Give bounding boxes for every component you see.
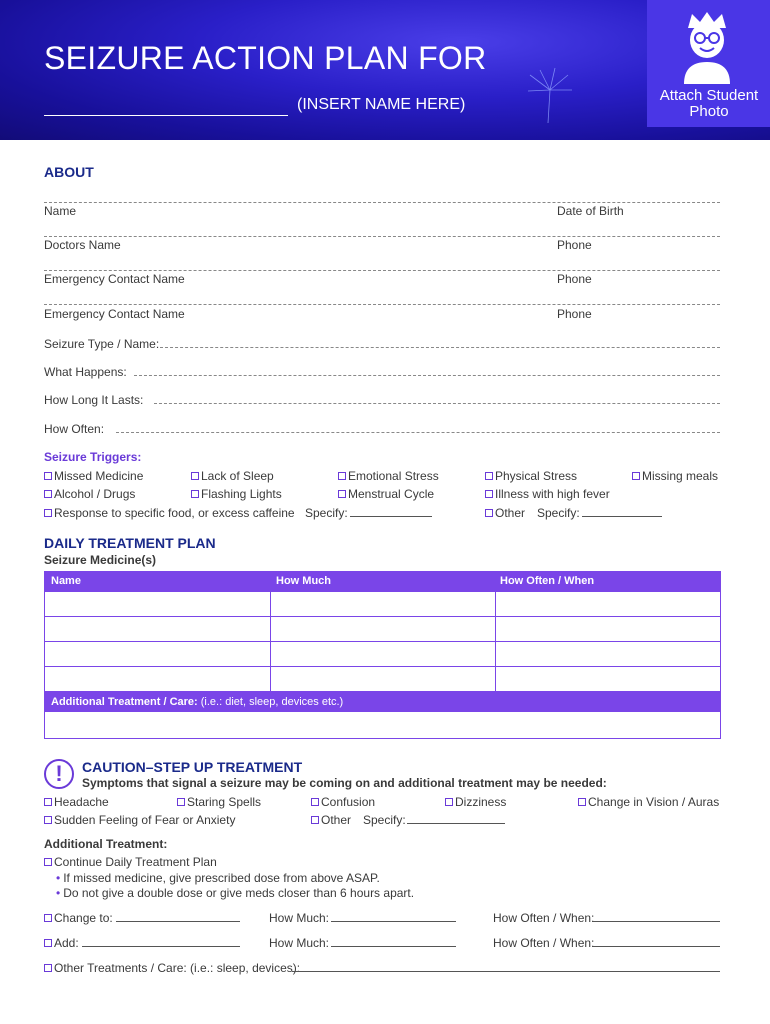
symptom-staring-spells[interactable]: Staring Spells [177,795,261,809]
checkbox[interactable] [44,964,52,972]
name-label: Name [44,204,77,218]
how-much-label: How Much: [269,936,330,950]
trigger-physical-stress[interactable]: Physical Stress [485,469,577,483]
how-often-when-field[interactable] [593,946,720,947]
table-row[interactable] [44,642,721,667]
how-often-when-field[interactable] [593,921,720,922]
medicine-table [44,571,721,739]
doctor-phone-line[interactable] [44,236,720,237]
symptom-headache[interactable]: Headache [44,795,109,809]
symptom-vision[interactable]: Change in Vision / Auras [578,795,719,809]
other-treatments-field[interactable] [292,971,720,972]
how-much-field[interactable] [331,946,456,947]
student-name-line[interactable] [44,115,288,116]
trigger-missing-meals[interactable]: Missing meals [632,469,718,483]
exclamation-icon: ! [44,759,74,789]
specify-field[interactable] [407,823,505,824]
checkbox[interactable] [578,798,586,806]
symptom-fear[interactable]: Sudden Feeling of Fear or Anxiety [44,813,235,827]
trigger-alcohol-drugs[interactable]: Alcohol / Drugs [44,487,135,501]
additional-treatment-hint: (i.e.: diet, sleep, devices etc.) [200,696,344,708]
symptom-confusion[interactable]: Confusion [311,795,375,809]
change-to-checkbox[interactable]: Change to: [44,911,113,925]
seizure-type-label: Seizure Type / Name: [44,337,160,351]
checkbox[interactable] [338,472,346,480]
about-title: ABOUT [44,164,94,180]
trigger-illness[interactable]: Illness with high fever [485,487,610,501]
add-checkbox[interactable]: Add: [44,936,79,950]
how-long-label: How Long It Lasts: [44,393,144,407]
how-often-when-label: How Often / When: [493,936,595,950]
checkbox[interactable] [44,798,52,806]
dandelion-icon [520,65,580,125]
caution-title: CAUTION–STEP UP TREATMENT [82,759,303,775]
phone-label: Phone [557,272,592,286]
checkbox[interactable] [191,490,199,498]
how-long-field[interactable] [154,403,720,404]
trigger-lack-of-sleep[interactable]: Lack of Sleep [191,469,274,483]
how-often-label: How Often: [44,422,105,436]
trigger-emotional-stress[interactable]: Emotional Stress [338,469,439,483]
table-row[interactable] [44,617,721,642]
checkbox[interactable] [44,490,52,498]
column-header: How Often / When [500,575,595,587]
table-header [44,571,721,592]
seizure-medicine-title: Seizure Medicine(s) [44,553,157,567]
trigger-menstrual-cycle[interactable]: Menstrual Cycle [338,487,434,501]
column-header: How Much [276,575,331,587]
checkbox[interactable] [485,472,493,480]
specify-field[interactable] [350,516,432,517]
symptom-dizziness[interactable]: Dizziness [445,795,506,809]
symptom-other[interactable]: Other [311,813,351,827]
checkbox[interactable] [44,472,52,480]
table-row[interactable] [44,592,721,617]
emergency2-line[interactable] [44,304,720,305]
checkbox[interactable] [632,472,640,480]
checkbox[interactable] [44,939,52,947]
other-treatments-checkbox[interactable]: Other Treatments / Care: (i.e.: sleep, devices): [44,961,300,975]
phone-label: Phone [557,238,592,252]
additional-treatment-field[interactable] [44,712,721,739]
bullet-double-dose: • Do not give a double dose or give meds closer than 6 hours apart. [56,886,415,900]
continue-daily-plan[interactable]: Continue Daily Treatment Plan [44,855,217,869]
what-happens-field[interactable] [134,375,720,376]
checkbox[interactable] [311,816,319,824]
checkbox[interactable] [177,798,185,806]
trigger-response-food[interactable]: Response to specific food, or excess caffeine [44,506,295,520]
table-row[interactable] [44,667,721,692]
checkbox[interactable] [191,472,199,480]
how-often-when-label: How Often / When: [493,911,595,925]
emergency1-line[interactable] [44,270,720,271]
photo-label: Attach Student Photo [659,87,759,120]
additional-treatment-label: Additional Treatment / Care: [51,696,198,708]
specify-label: Specify: [537,506,580,520]
add-field[interactable] [82,946,240,947]
specify-label: Specify: [305,506,348,520]
checkbox[interactable] [44,509,52,517]
phone-label: Phone [557,307,592,321]
seizure-type-field[interactable] [160,347,720,348]
checkbox[interactable] [44,858,52,866]
daily-treatment-title: DAILY TREATMENT PLAN [44,535,216,551]
bullet-missed-medicine: • If missed medicine, give prescribed dose from above ASAP. [56,871,380,885]
checkbox[interactable] [311,798,319,806]
how-often-field[interactable] [116,432,720,433]
checkbox[interactable] [44,816,52,824]
what-happens-label: What Happens: [44,365,127,379]
column-header: Name [51,575,81,587]
header-banner [0,0,770,140]
doctors-name-label: Doctors Name [44,238,121,252]
checkbox[interactable] [485,509,493,517]
how-much-label: How Much: [269,911,330,925]
specify-label: Specify: [363,813,406,827]
page-title: SEIZURE ACTION PLAN FOR [44,40,487,76]
additional-treatment-header [44,692,721,712]
trigger-flashing-lights[interactable]: Flashing Lights [191,487,282,501]
how-much-field[interactable] [331,921,456,922]
trigger-missed-medicine[interactable]: Missed Medicine [44,469,143,483]
additional-treatment-title: Additional Treatment: [44,837,168,851]
dob-label: Date of Birth [557,204,624,218]
checkbox[interactable] [338,490,346,498]
caution-subtitle: Symptoms that signal a seizure may be coming on and additional treatment may be needed: [82,776,607,790]
trigger-other[interactable]: Other [485,506,525,520]
name-dob-line[interactable] [44,202,720,203]
emergency-contact-label: Emergency Contact Name [44,307,185,321]
insert-name-label: (INSERT NAME HERE) [297,96,466,113]
specify-field[interactable] [582,516,662,517]
student-avatar-icon [680,10,734,84]
checkbox[interactable] [44,914,52,922]
emergency-contact-label: Emergency Contact Name [44,272,185,286]
checkbox[interactable] [485,490,493,498]
checkbox[interactable] [445,798,453,806]
triggers-title: Seizure Triggers: [44,450,142,464]
change-to-field[interactable] [116,921,240,922]
